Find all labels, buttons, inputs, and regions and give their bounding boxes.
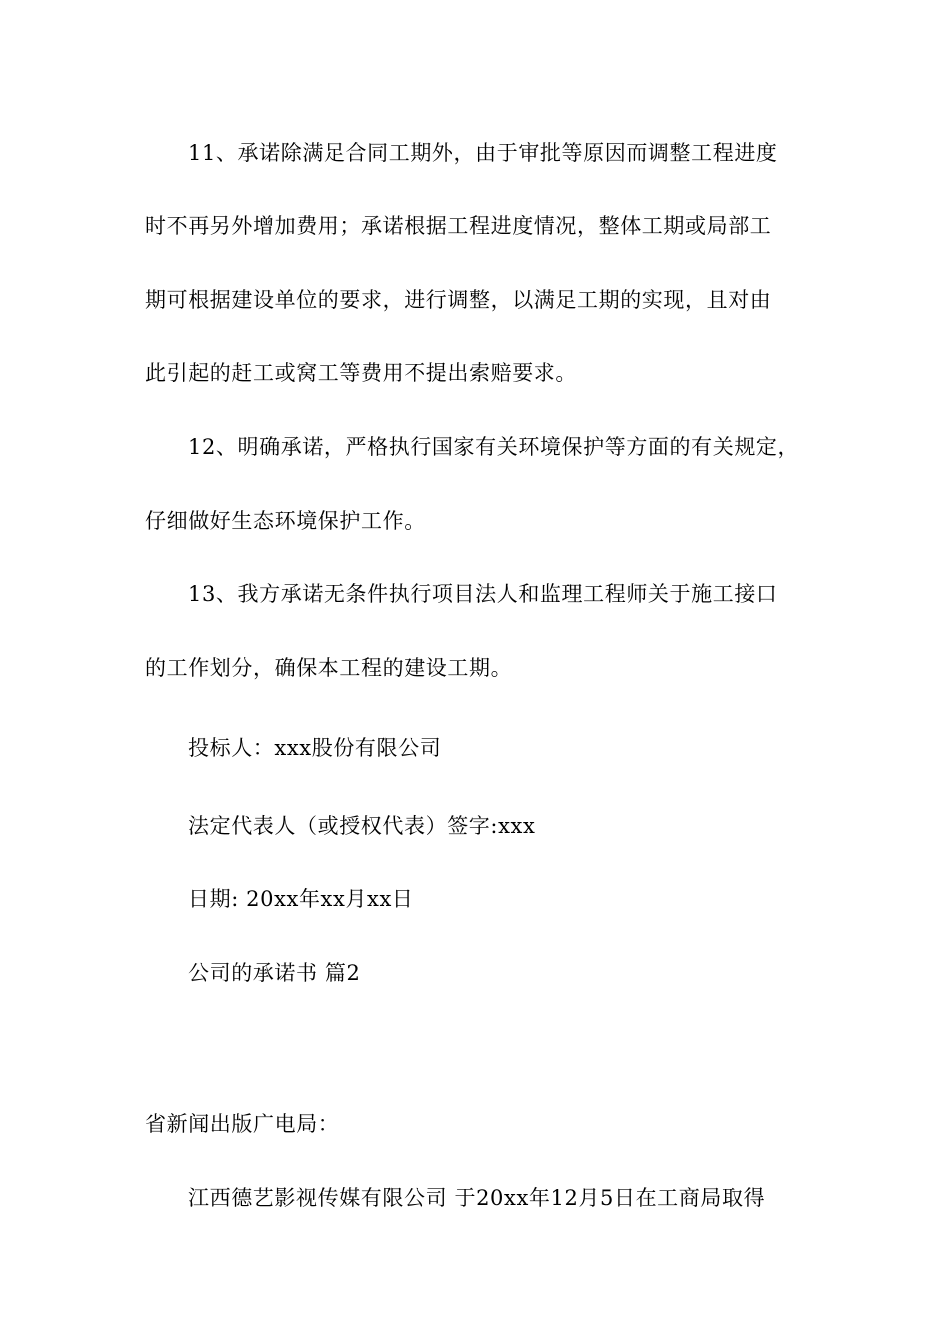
clause-11-line-3: 期可根据建设单位的要求，进行调整，以满足工期的实现，且对由 bbox=[145, 288, 772, 312]
clause-12-line-1: 12、明确承诺，严格执行国家有关环境保护等方面的有关规定， bbox=[188, 435, 800, 459]
addressee-line: 省新闻出版广电局： bbox=[145, 1112, 340, 1136]
date-line: 日期: 20xx年xx月xx日 bbox=[188, 887, 414, 911]
bidder-line: 投标人：xxx股份有限公司 bbox=[188, 736, 442, 760]
clause-13-line-2: 的工作划分，确保本工程的建设工期。 bbox=[145, 656, 513, 680]
clause-11-line-2: 时不再另外增加费用；承诺根据工程进度情况，整体工期或局部工 bbox=[145, 214, 772, 238]
clause-13-line-1: 13、我方承诺无条件执行项目法人和监理工程师关于施工接口 bbox=[188, 582, 778, 606]
letter-body-line-1: 江西德艺影视传媒有限公司 于20xx年12月5日在工商局取得 bbox=[188, 1186, 766, 1210]
clause-12-line-2: 仔细做好生态环境保护工作。 bbox=[145, 509, 426, 533]
clause-11-line-4: 此引起的赶工或窝工等费用不提出索赔要求。 bbox=[145, 361, 577, 385]
section-heading: 公司的承诺书 篇2 bbox=[188, 961, 361, 985]
representative-signature-line: 法定代表人（或授权代表）签字:xxx bbox=[188, 814, 536, 838]
clause-11-line-1: 11、承诺除满足合同工期外，由于审批等原因而调整工程进度 bbox=[188, 141, 778, 165]
